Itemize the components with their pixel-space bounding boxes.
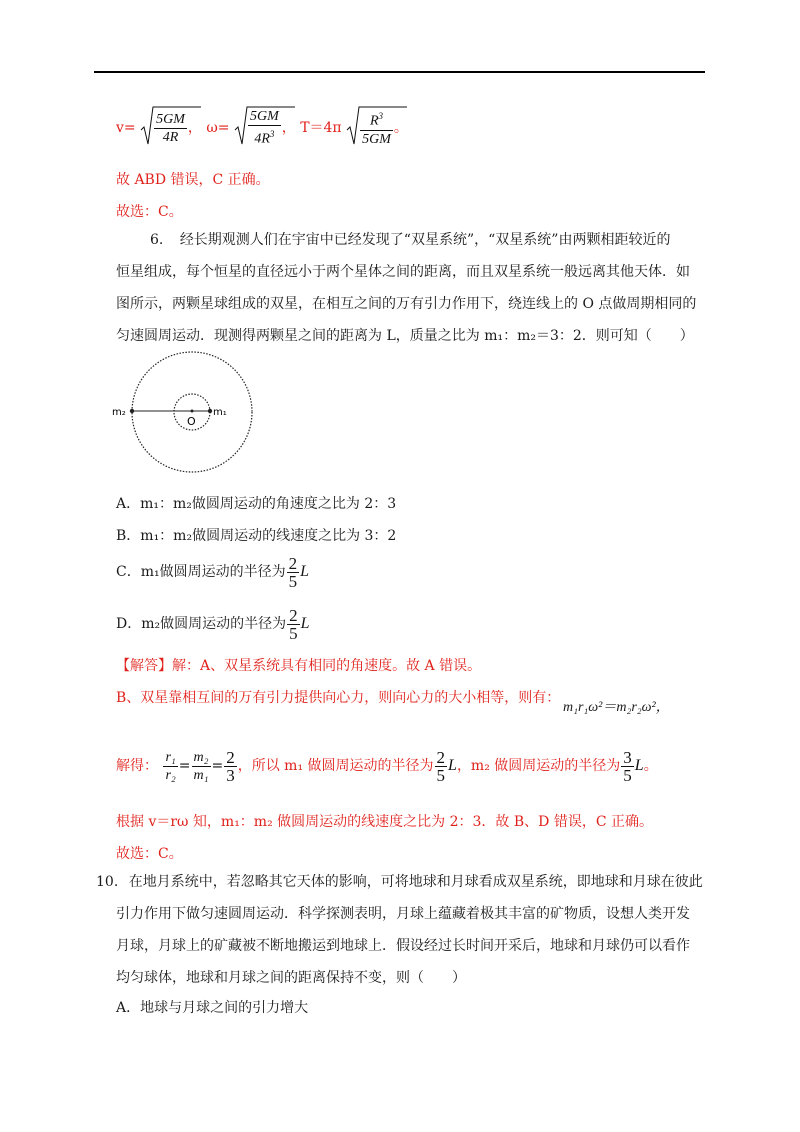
option-d-text: D．m₂做圆周运动的半径为 — [116, 616, 287, 632]
option-d-var: L — [300, 615, 310, 632]
solution-mid-text: ，所以 m₁ 做圆周运动的半径为 — [237, 758, 434, 774]
q6-line-2: 恒星组成，每个恒星的直径远小于两个星体之间的距离，而且双星系统一般远离其他天体．如 — [116, 264, 690, 280]
equation-text: m₁r₁ω²＝m₂r₂ω² — [563, 700, 656, 715]
m2-radius-var: L — [634, 757, 644, 774]
option-a: A．m₁：m₂做圆周运动的角速度之比为 2：3 — [116, 496, 397, 512]
option-d-den: 5 — [289, 623, 298, 643]
separator: ， — [187, 120, 202, 136]
period-exponent: 3 — [378, 111, 384, 122]
omega-label: ω — [206, 120, 218, 136]
period-label: T＝4π — [300, 120, 342, 136]
ratio-den: 3 — [226, 765, 235, 785]
ratio-r1: r₁ — [165, 749, 176, 765]
solution-answer: 故选：C。 — [116, 846, 183, 862]
prev-answer: 故选：C。 — [116, 204, 183, 220]
m1-radius-num: 2 — [436, 747, 446, 767]
solution-mid-text-2: ，m₂ 做圆周运动的半径为 — [456, 758, 621, 774]
center-point — [191, 410, 194, 413]
q10-line-3: 月球，月球上的矿藏被不断地搬运到地球上．假设经过长时间开采后，地球和月球仍可以看作 — [116, 938, 690, 954]
q10-line-4: 均匀球体，地球和月球之间的距离保持不变，则（ ） — [116, 970, 466, 986]
q10-line-2: 引力作用下做匀速圆周运动．科学探测表明，月球上蕴藏着极其丰富的矿物质，设想人类开发 — [116, 906, 690, 922]
ratio-num: 2 — [226, 747, 235, 767]
q6-line-4: 匀速圆周运动．现测得两颗星之间的距离为 L，质量之比为 m₁：m₂＝3：2．则可知（ ） — [116, 328, 694, 344]
equation-end: ， — [655, 700, 670, 715]
star-m1 — [208, 409, 212, 413]
binary-star-figure — [108, 350, 268, 476]
solution-line-4: 根据 v＝rω 知，m₁：m₂ 做圆周运动的线速度之比为 2：3．故 B、D 错误，C 正确。 — [116, 814, 653, 830]
q10-text-1: 在地月系统中，若忽略其它天体的影响，可将地球和月球看成双星系统，即地球和月球在彼此 — [128, 874, 703, 890]
option-c — [116, 552, 309, 592]
option-d-num: 2 — [289, 605, 298, 625]
prev-conclusion: 故 ABD 错误，C 正确。 — [116, 172, 270, 188]
option-c-var: L — [300, 563, 310, 580]
formula-line — [116, 108, 408, 148]
option-c-den: 5 — [288, 571, 298, 591]
q6-text-1: 经长期观测人们在宇宙中已经发现了“双星系统”，“双星系统”由两颗相距较近的 — [179, 232, 671, 248]
solution-equation — [563, 698, 670, 718]
m2-radius-num: 3 — [623, 747, 632, 767]
omega-numerator: 5GM — [249, 109, 279, 125]
equals-sign: = — [123, 120, 136, 136]
label-m1: m₁ — [213, 407, 227, 418]
label-m2: m₂ — [112, 407, 126, 418]
label-o: O — [187, 415, 196, 428]
q6-line-3: 图所示，两颗星球组成的双星，在相互之间的万有引力作用下，绕连线上的 O 点做周期相同的 — [116, 296, 697, 312]
sqrt-period — [346, 108, 394, 148]
v-denominator: 4R — [162, 129, 179, 145]
period-denominator: 5GM — [362, 131, 391, 147]
omega-denominator: 4R — [254, 131, 270, 147]
q6-line-1 — [150, 230, 670, 250]
star-m2 — [130, 409, 134, 413]
solution-line-3: 解得： $\frac{\text{r₁}}{\text{r₂}}$ = $\frac{\text{m₂}}{\text{m₁}}$ = $\frac{2}{3}$ ，所以 m₁ 做圆周运动的半径为 $\frac{2}{5}$ L，m₂ 做圆周运动的半径为 $\frac{3}{5}$ L。 — [116, 747, 658, 785]
v-numerator: 5GM — [156, 111, 185, 127]
q10-number: 10. — [96, 874, 119, 890]
q10-option-a: A．地球与月球之间的引力增大 — [116, 1000, 309, 1016]
period-numerator: R — [369, 113, 379, 129]
option-d — [116, 604, 310, 644]
equals-sign: = — [217, 120, 230, 136]
omega-exponent: 3 — [269, 129, 275, 140]
solution-line-1: 【解答】解：A、双星系统具有相同的角速度。故 A 错误。 — [116, 658, 482, 674]
v-label: v — [116, 120, 124, 136]
m1-radius-den: 5 — [436, 765, 446, 785]
m2-radius-den: 5 — [623, 765, 632, 785]
q6-number: 6. — [150, 232, 164, 248]
ratio-r2: r₂ — [165, 767, 176, 783]
solution-line-2: B、双星靠相互间的万有引力提供向心力，则向心力的大小相等，则有： — [116, 690, 561, 706]
m1-radius-var: L — [448, 757, 457, 774]
solution-end: 。 — [643, 758, 658, 774]
end-mark: 。 — [393, 120, 408, 136]
solve-prefix: 解得： — [116, 758, 158, 774]
q10-line-1 — [96, 872, 703, 892]
separator: ， — [281, 120, 296, 136]
header-rule — [94, 71, 705, 73]
ratio-m1: m₁ — [193, 767, 209, 783]
ratio-m2: m₂ — [193, 749, 209, 765]
option-b: B．m₁：m₂做圆周运动的线速度之比为 3：2 — [116, 528, 397, 544]
sqrt-omega — [234, 108, 282, 148]
option-c-num: 2 — [288, 553, 298, 573]
sqrt-v — [140, 108, 188, 148]
option-c-text: C．m₁做圆周运动的半径为 — [116, 564, 286, 580]
